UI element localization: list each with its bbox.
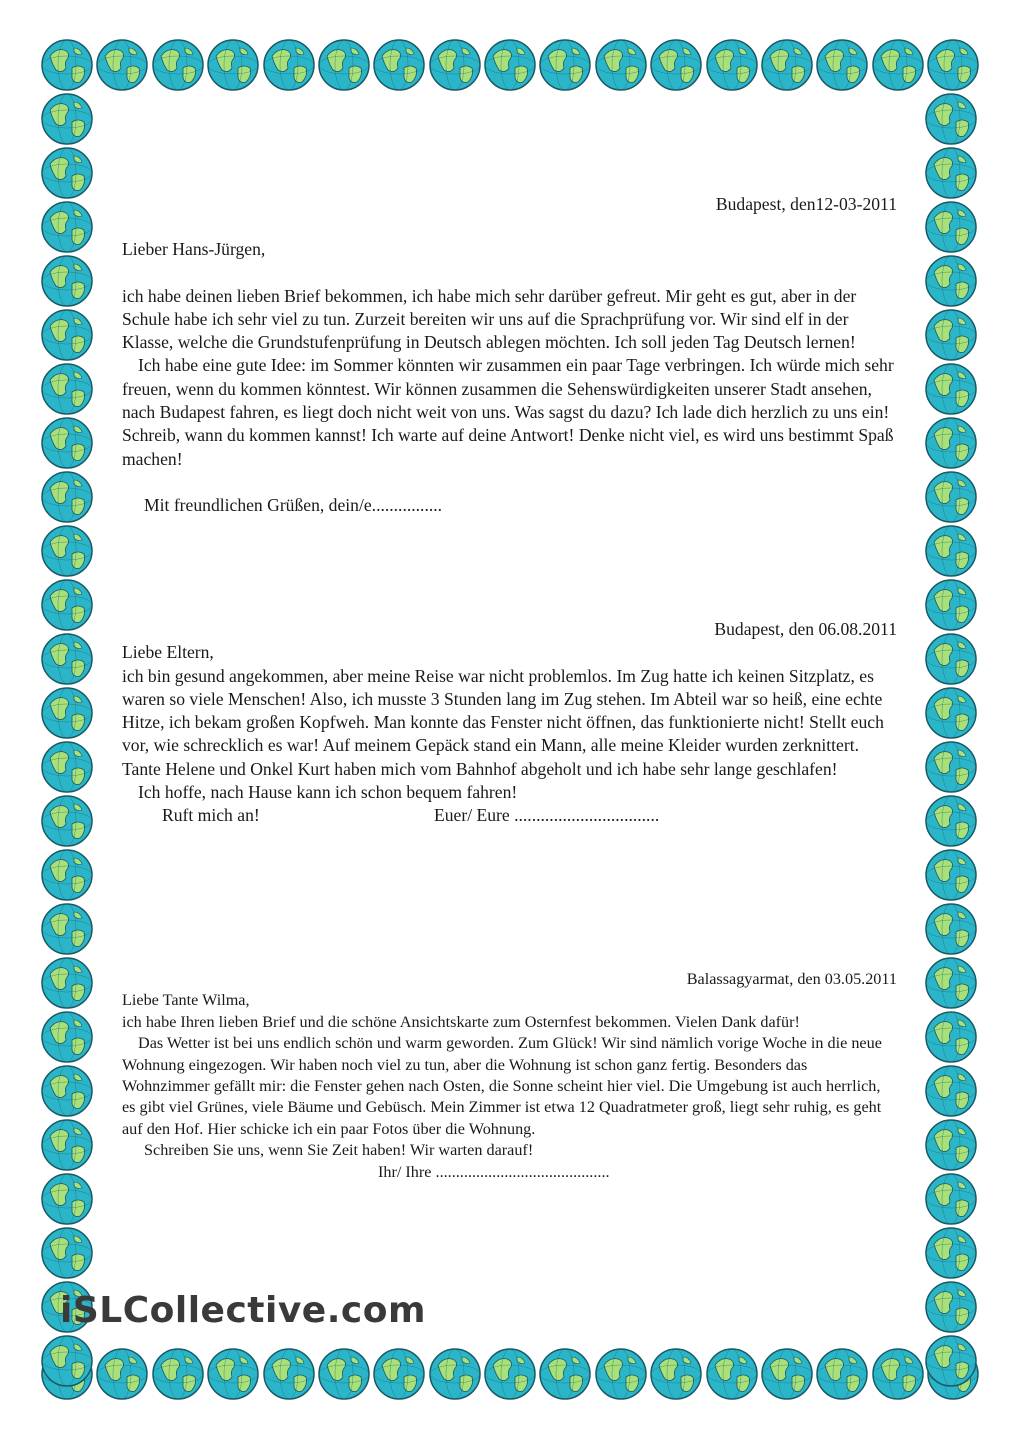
globe-icon (924, 1280, 978, 1334)
border-right (924, 92, 980, 1344)
globe-icon (594, 38, 648, 92)
globe-icon (206, 38, 260, 92)
globe-icon (317, 1347, 371, 1401)
globe-icon (924, 1334, 978, 1388)
globe-icon (924, 92, 978, 146)
globe-icon (760, 38, 814, 92)
globe-icon (924, 632, 978, 686)
letter-salutation: Liebe Eltern, (122, 642, 214, 663)
globe-icon (483, 38, 537, 92)
globe-icon (924, 578, 978, 632)
globe-icon (924, 1010, 978, 1064)
globe-icon (40, 578, 94, 632)
closing-left: Ruft mich an! (162, 805, 260, 826)
globe-icon (924, 686, 978, 740)
globe-icon (649, 38, 703, 92)
closing-right: Euer/ Eure ................................. (434, 805, 660, 826)
globe-icon (40, 146, 94, 200)
border-bottom (40, 1347, 980, 1403)
letter-closing (122, 804, 897, 827)
globe-icon (538, 1347, 592, 1401)
globe-icon (95, 38, 149, 92)
globe-icon (40, 362, 94, 416)
globe-icon (40, 1226, 94, 1280)
globe-icon (649, 1347, 703, 1401)
globe-icon (40, 200, 94, 254)
globe-icon (40, 254, 94, 308)
globe-icon (151, 38, 205, 92)
globe-icon (40, 686, 94, 740)
globe-icon (262, 38, 316, 92)
globe-icon (40, 1010, 94, 1064)
globe-icon (40, 1172, 94, 1226)
globe-icon (705, 38, 759, 92)
letter-paragraph: ich habe Ihren lieben Brief und die schöne Ansichtskarte zum Osternfest bekommen. Vielen Dank dafür! (122, 1012, 800, 1031)
letter-paragraph: ich habe deinen lieben Brief bekommen, ich habe mich sehr darüber gefreut. Mir geht es gut, aber in der Schule habe ich sehr viel zu tun. Zurzeit bereiten wir uns auf die Sprachprüfung vor. Wir sind elf in der Klasse, welche die Grundstufenprüfung in Deutsch ablegen möchten. Ich soll jeden Tag Deutsch lernen! (122, 285, 857, 353)
globe-icon (760, 1347, 814, 1401)
letter-hans-juergen (122, 193, 897, 517)
globe-icon (206, 1347, 260, 1401)
globe-icon (924, 848, 978, 902)
letter-paragraph: ich bin gesund angekommen, aber meine Reise war nicht problemlos. Im Zug hatte ich keinen Sitzplatz, es waren so viele Menschen! Also, ich musste 3 Stunden lang im Zug stehen. Im Abteil war so heiß, eine echte Hitze, ich bekam großen Kopfweh. Man konnte das Fenster nicht öffnen, das funktionierte nicht! Stellt euch vor, wie schrecklich es war! Auf meinem Gepäck stand ein Mann, alle meine Kleider wurden zerknittert. Tante Helene und Onkel Kurt haben mich vom Bahnhof abgeholt und ich habe sehr lange geschlafen! (122, 665, 884, 779)
globe-icon (40, 1334, 94, 1388)
globe-icon (40, 308, 94, 362)
globe-icon (815, 38, 869, 92)
globe-icon (705, 1347, 759, 1401)
border-top (40, 38, 980, 94)
letter-paragraph: Schreiben Sie uns, wenn Sie Zeit haben! Wir warten darauf! (144, 1141, 534, 1160)
globe-icon (815, 1347, 869, 1401)
letter-date: Budapest, den 06.08.2011 (714, 619, 897, 639)
globe-icon (924, 362, 978, 416)
letter-paragraph: Ich hoffe, nach Hause kann ich schon bequem fahren! (138, 782, 518, 803)
globe-icon (871, 38, 925, 92)
globe-icon (483, 1347, 537, 1401)
globe-icon (924, 524, 978, 578)
globe-icon (924, 1118, 978, 1172)
letter-date: Budapest, den12-03-2011 (715, 194, 897, 214)
letter-paragraph: Das Wetter ist bei uns endlich schön und warm geworden. Zum Glück! Wir sind nämlich vorige Woche in die neue Wohnung eingezogen. Wir haben noch viel zu tun, aber die Wohnung ist schon ganz fertig. Besonders das Wohnzimmer gefällt mir: die Fenster gehen nach Osten, die Sonne scheint hier viel. Die Umgebung ist auch herrlich, es gibt viel Grünes, viele Bäume und Gebüsch. Mein Zimmer ist etwa 12 Quadratmeter groß, liegt sehr ruhig, es geht auf den Hof. Hier schicke ich ein paar Fotos über die Wohnung. (122, 1034, 882, 1138)
globe-icon (924, 254, 978, 308)
globe-icon (924, 146, 978, 200)
globe-icon (40, 416, 94, 470)
letter-date: Balassagyarmat, den 03.05.2011 (686, 970, 897, 988)
globe-icon (40, 524, 94, 578)
globe-icon (40, 92, 94, 146)
globe-icon (871, 1347, 925, 1401)
globe-icon (924, 902, 978, 956)
globe-icon (428, 38, 482, 92)
letter-tante-wilma (122, 969, 897, 1183)
globe-icon (538, 38, 592, 92)
letter-paragraph: Ich habe eine gute Idee: im Sommer könnten wir zusammen ein paar Tage verbringen. Ich würde mich sehr freuen, wenn du kommen könntest. Wir können zusammen die Sehenswürdigkeiten unserer Stadt ansehen, nach Budapest fahren, es liegt doch nicht weit von uns. Was sagst du dazu? Ich lade dich herzlich zu uns ein! Schreib, wann du kommen kannst! Ich warte auf deine Antwort! Denke nicht viel, es wird uns bestimmt Spaß machen! (122, 355, 894, 469)
letter-closing: Ihr/ Ihre ........................................... (378, 1162, 610, 1181)
globe-icon (40, 740, 94, 794)
globe-icon (40, 38, 94, 92)
globe-icon (40, 470, 94, 524)
globe-icon (924, 956, 978, 1010)
globe-icon (924, 740, 978, 794)
globe-icon (151, 1347, 205, 1401)
globe-icon (924, 1064, 978, 1118)
letter-eltern (122, 618, 897, 828)
letter-salutation: Lieber Hans-Jürgen, (122, 239, 266, 260)
globe-icon (40, 1064, 94, 1118)
globe-icon (40, 902, 94, 956)
globe-icon (40, 794, 94, 848)
letter-closing: Mit freundlichen Grüßen, dein/e................ (144, 494, 443, 515)
globe-icon (926, 38, 980, 92)
globe-icon (372, 1347, 426, 1401)
globe-icon (924, 470, 978, 524)
globe-icon (40, 848, 94, 902)
globe-icon (924, 416, 978, 470)
globe-icon (372, 38, 426, 92)
watermark-logo: iSLCollective.com (60, 1290, 426, 1331)
globe-icon (40, 1118, 94, 1172)
globe-icon (95, 1347, 149, 1401)
globe-icon (924, 1172, 978, 1226)
globe-icon (40, 956, 94, 1010)
globe-icon (40, 632, 94, 686)
globe-icon (924, 1226, 978, 1280)
globe-icon (924, 200, 978, 254)
letter-salutation: Liebe Tante Wilma, (122, 991, 250, 1010)
globe-icon (924, 308, 978, 362)
globe-icon (594, 1347, 648, 1401)
border-left (40, 92, 96, 1344)
globe-icon (317, 38, 371, 92)
globe-icon (428, 1347, 482, 1401)
globe-icon (262, 1347, 316, 1401)
globe-icon (924, 794, 978, 848)
